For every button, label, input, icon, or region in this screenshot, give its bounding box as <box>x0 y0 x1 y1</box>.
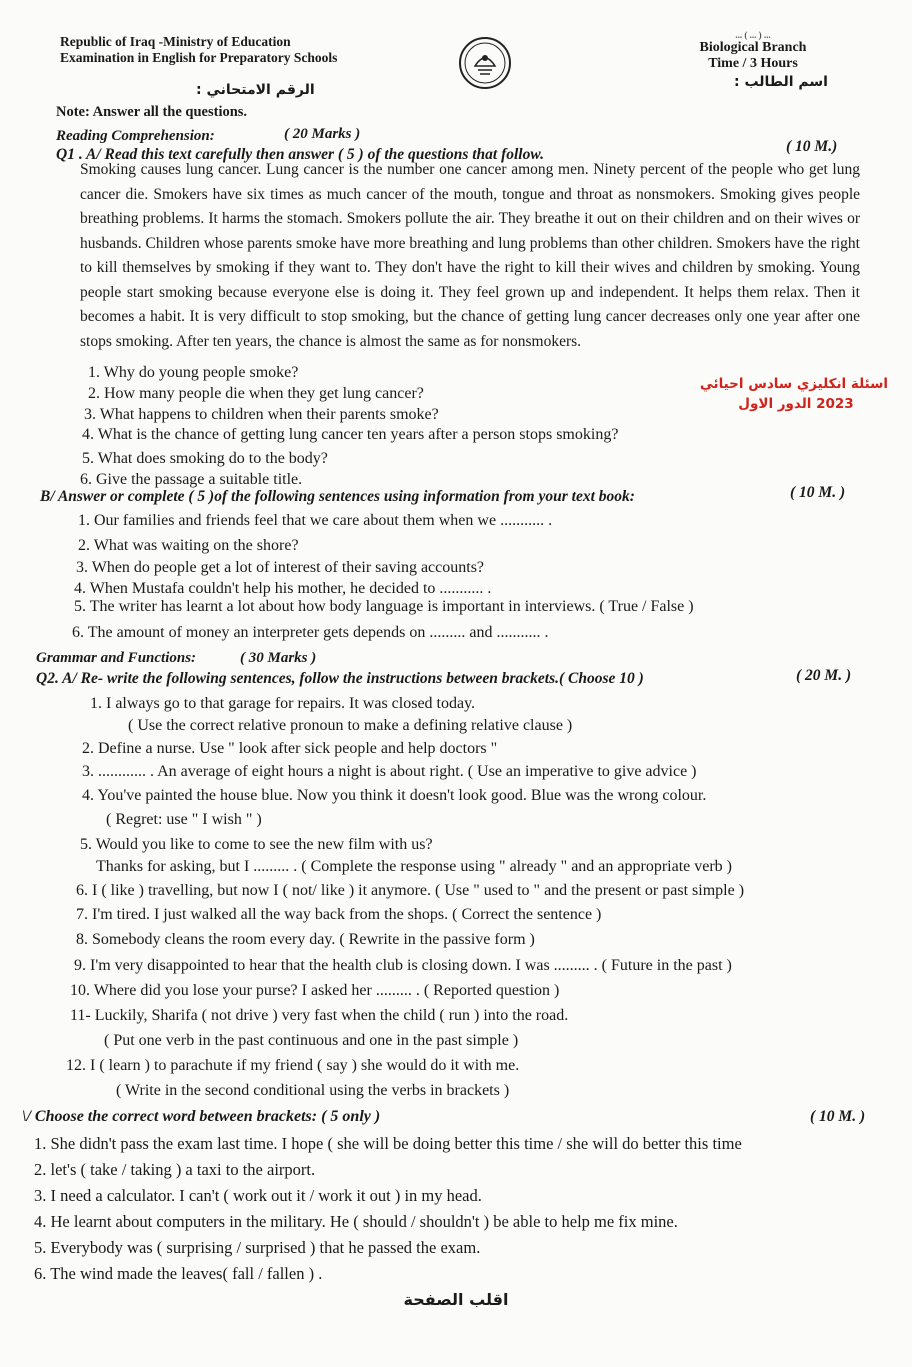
grammar-marks: ( 30 Marks ) <box>240 650 317 666</box>
watermark-line-1: اسئلة انكليزي سادس احيائي <box>699 376 888 392</box>
q1a-question-1: 1. Why do young people smoke? <box>88 364 299 381</box>
q2b-item-4: 4. He learnt about computers in the military. He ( should / shouldn't ) be able to help me fix mine. <box>34 1212 678 1231</box>
q2a-line-4: 3. ............ . An average of eight hours a night is about right. ( Use an imperative to give advice ) <box>82 763 697 780</box>
q1a-question-3: 3. What happens to children when their parents smoke? <box>84 406 439 423</box>
grammar-title: Grammar and Functions: <box>36 650 197 666</box>
header-faint-line: ... ( ... ) ... <box>735 30 771 40</box>
q2a-line-8: Thanks for asking, but I ......... . ( Complete the response using " already " and an appropriate verb ) <box>96 858 732 875</box>
time-label: Time / 3 Hours <box>708 56 798 71</box>
q1a-marks: ( 10 M.) <box>786 138 838 155</box>
turn-page-label: اقلب الصفحة <box>403 1290 509 1309</box>
q2a-line-14: 11- Luckily, Sharifa ( not drive ) very fast when the child ( run ) into the road. <box>70 1007 569 1024</box>
q2a-line-11: 8. Somebody cleans the room every day. ( Rewrite in the passive form ) <box>76 931 535 948</box>
q2a-line-5: 4. You've painted the house blue. Now you think it doesn't look good. Blue was the wrong colour. <box>82 787 707 804</box>
q2a-line-10: 7. I'm tired. I just walked all the way back from the shops. ( Correct the sentence ) <box>76 906 602 923</box>
ministry-seal-icon <box>458 36 512 90</box>
q1a-question-6: 6. Give the passage a suitable title. <box>80 471 303 488</box>
q1b-item-6: 6. The amount of money an interpreter gets depends on ......... and ........... . <box>72 624 549 641</box>
q2a-line-12: 9. I'm very disappointed to hear that the health club is closing down. I was ......... . ( Future in the past ) <box>74 957 732 974</box>
q1a-question-5: 5. What does smoking do to the body? <box>82 450 328 467</box>
q2a-line-1: 1. I always go to that garage for repairs. It was closed today. <box>90 695 476 712</box>
header-republic: Republic of Iraq -Ministry of Education <box>60 34 291 49</box>
watermark-line-2: 2023 الدور الاول <box>738 396 854 412</box>
q2b-item-1: 1. She didn't pass the exam last time. I hope ( she will be doing better this time / she will do better this time <box>34 1134 742 1153</box>
header-examination: Examination in English for Preparatory Schools <box>60 50 338 65</box>
q2a-line-15: ( Put one verb in the past continuous and one in the past simple ) <box>104 1032 519 1049</box>
q2a-line-6: ( Regret: use " I wish " ) <box>106 811 262 828</box>
branch-label: Biological Branch <box>699 40 807 55</box>
q2a-marks: ( 20 M. ) <box>796 667 852 684</box>
q2b-marks: ( 10 M. ) <box>810 1108 866 1125</box>
q2b-item-3: 3. I need a calculator. I can't ( work out it / work it out ) in my head. <box>34 1186 482 1205</box>
student-name-label: اسم الطالب : <box>734 74 828 90</box>
q2a-line-9: 6. I ( like ) travelling, but now I ( not/ like ) it anymore. ( Use " used to " and the present or past simple ) <box>76 882 745 899</box>
q1a-heading: Q1 . A/ Read this text carefully then answer ( 5 ) of the questions that follow. <box>56 146 544 163</box>
q1b-item-3: 3. When do people get a lot of interest of their saving accounts? <box>76 559 485 576</box>
reading-title: Reading Comprehension: <box>56 128 215 144</box>
note: Note: Answer all the questions. <box>56 104 248 120</box>
header-left <box>60 34 337 66</box>
q1b-heading: B/ Answer or complete ( 5 )of the following sentences using information from your text book: <box>40 488 635 505</box>
q1b-marks: ( 10 M. ) <box>790 484 846 501</box>
q2a-line-2: ( Use the correct relative pronoun to make a defining relative clause ) <box>128 717 573 734</box>
q2a-line-16: 12. I ( learn ) to parachute if my friend ( say ) she would do it with me. <box>66 1057 520 1074</box>
q2b-heading: \/ Choose the correct word between brackets: ( 5 only ) <box>22 1108 381 1125</box>
reading-passage: Smoking causes lung cancer. Lung cancer is the number one cancer among men. Ninety percent of the people who get lung cancer die. Smokers have six times as much cancer of the mouth, tongue and throat as nonsmokers. Smoking gives people breathing problems. It harms the stomach. Smokers pollute the air. They breathe it out on their children and on their wives or husbands. Children whose parents smoke have more breathing and lung problems than other children. Smokers have the right to kill themselves by smoking if they want to. They don't have the right to kill their wives and children by smoking. Young people start smoking because everyone else is doing it. They feel grown up and independent. It helps them relax. Then it becomes a habit. It is very difficult to stop smoking, but the chance of getting lung cancer decreases only one year after one stops smoking. After ten years, the chance is almost the same as for nonsmokers. <box>80 161 860 350</box>
q2a-line-3: 2. Define a nurse. Use " look after sick people and help doctors " <box>82 740 498 757</box>
header-right <box>668 30 838 72</box>
q1b-item-1: 1. Our families and friends feel that we care about them when we ........... . <box>78 512 553 529</box>
q2a-line-17: ( Write in the second conditional using the verbs in brackets ) <box>116 1082 510 1099</box>
q1b-item-5: 5. The writer has learnt a lot about how body language is important in interviews. ( True / False ) <box>74 598 694 615</box>
exam-number-label: الرقم الامتحاني : <box>196 82 315 98</box>
q2a-line-7: 5. Would you like to come to see the new film with us? <box>80 836 433 853</box>
q2a-line-13: 10. Where did you lose your purse? I asked her ......... . ( Reported question ) <box>70 982 560 999</box>
q2a-heading: Q2. A/ Re- write the following sentences, follow the instructions between brackets.( Choose 10 ) <box>36 670 644 687</box>
q1a-question-4: 4. What is the chance of getting lung cancer ten years after a person stops smoking? <box>82 426 619 443</box>
q1b-item-4: 4. When Mustafa couldn't help his mother, he decided to ........... . <box>74 580 492 597</box>
q2b-item-6: 6. The wind made the leaves( fall / fallen ) . <box>34 1264 323 1283</box>
q2b-item-5: 5. Everybody was ( surprising / surprised ) that he passed the exam. <box>34 1238 481 1257</box>
red-watermark <box>699 374 888 414</box>
q1b-item-2: 2. What was waiting on the shore? <box>78 537 299 554</box>
q1a-question-2: 2. How many people die when they get lung cancer? <box>88 385 424 402</box>
reading-marks: ( 20 Marks ) <box>284 126 361 142</box>
q2b-item-2: 2. let's ( take / taking ) a taxi to the airport. <box>34 1160 316 1179</box>
